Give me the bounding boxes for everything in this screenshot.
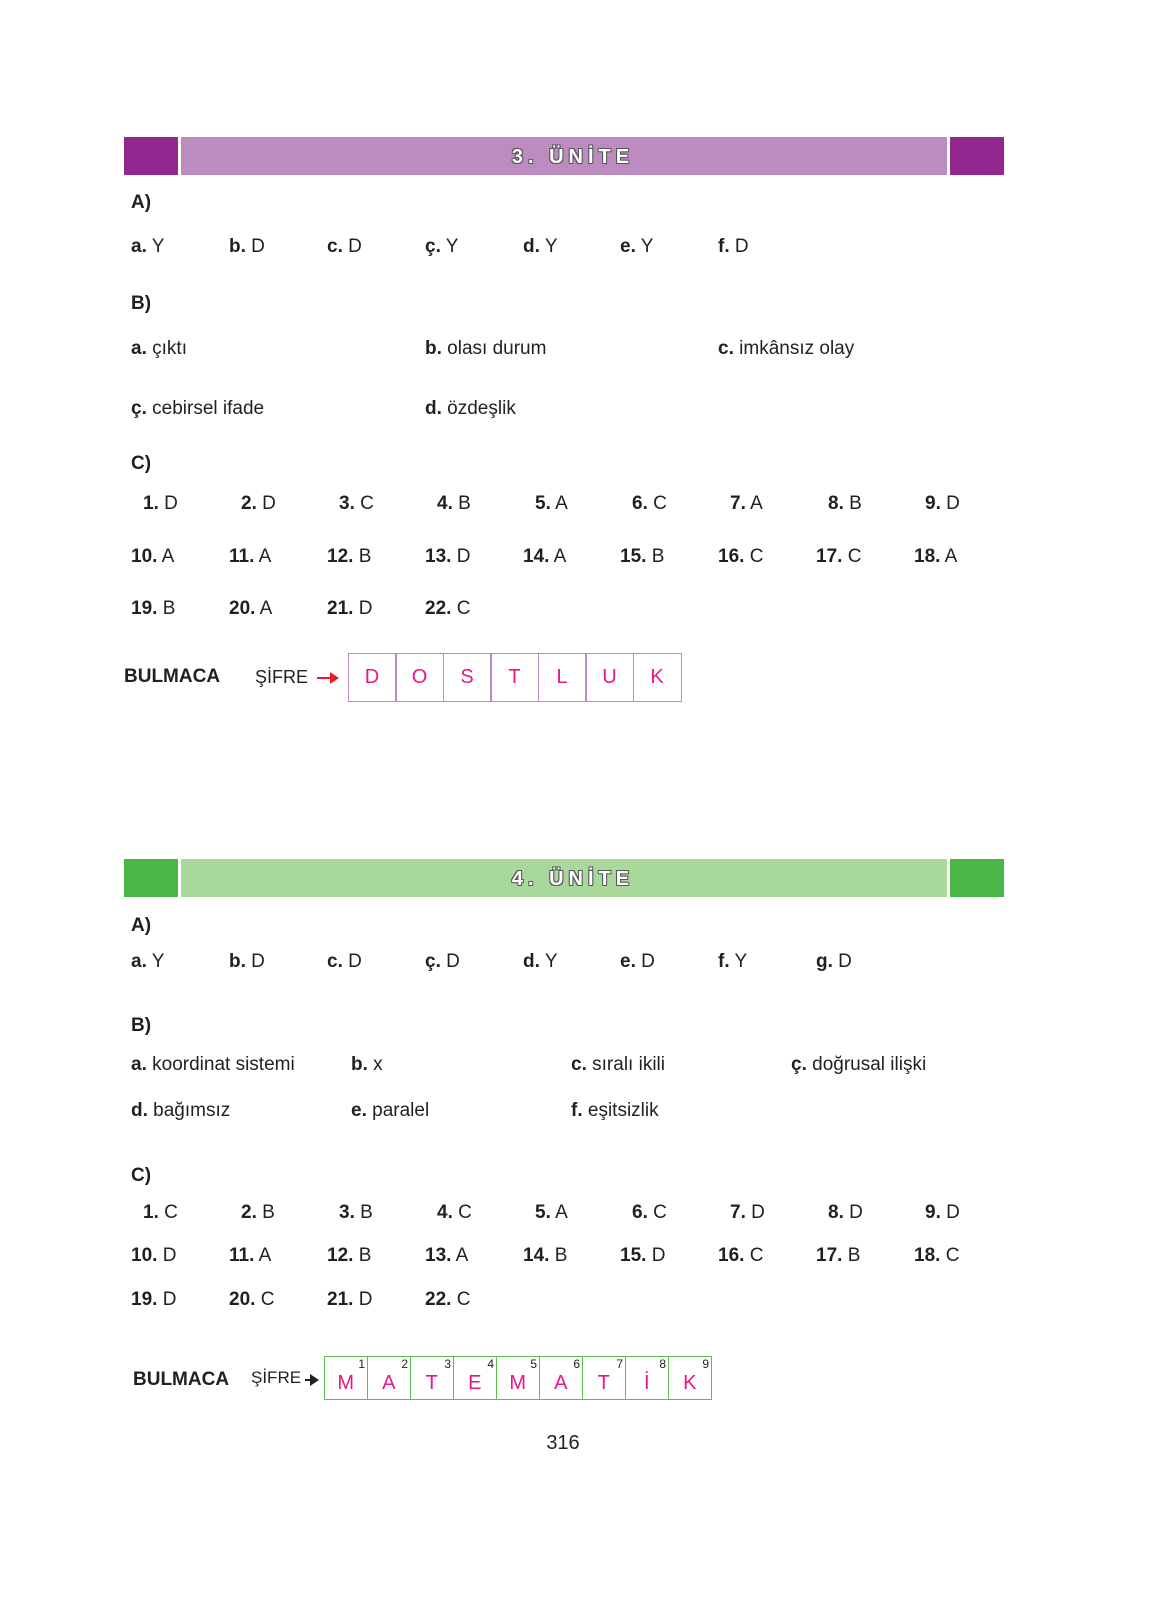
- cell-number: 4: [487, 1357, 494, 1371]
- unit4-puzzle-label: BULMACA: [133, 1369, 230, 1390]
- unit3-c-item: [131, 546, 174, 568]
- unit3-header-band: [124, 137, 1004, 175]
- item-key: e.: [620, 236, 636, 257]
- cell-letter: A: [554, 1371, 568, 1394]
- item-key: 11.: [229, 1245, 255, 1266]
- unit3-title: 3. ÜNİTE: [511, 146, 635, 168]
- item-value: C: [456, 1289, 471, 1310]
- item-key: 17.: [816, 546, 843, 567]
- item-value: C: [260, 1289, 275, 1310]
- item-value: C: [653, 493, 667, 514]
- unit4-b-item: [351, 1054, 383, 1076]
- unit4-header-right-block: [950, 859, 1004, 897]
- item-key: 7.: [730, 493, 746, 514]
- unit4-header-left-block: [124, 859, 178, 897]
- item-value: B: [162, 598, 176, 619]
- item-key: c.: [718, 338, 734, 359]
- unit4-section-a-label: A): [131, 915, 152, 936]
- item-value: A: [944, 546, 958, 567]
- item-value: B: [458, 493, 471, 514]
- item-value: B: [358, 546, 372, 567]
- unit4-c-item: [535, 1202, 568, 1224]
- item-key: 13.: [425, 546, 452, 567]
- item-key: ç.: [791, 1054, 807, 1075]
- unit3-section-b-label: B): [131, 293, 152, 314]
- item-key: 21.: [327, 598, 354, 619]
- unit3-c-item: [229, 598, 272, 620]
- cell-number: 1: [358, 1357, 365, 1371]
- unit4-b-item: [791, 1054, 926, 1076]
- item-value: D: [641, 951, 655, 972]
- unit3-c-item: [914, 546, 957, 568]
- unit4-a-item: [425, 951, 460, 973]
- item-key: b.: [351, 1054, 368, 1075]
- item-key: 7.: [730, 1202, 746, 1223]
- unit3-c-item: [925, 493, 960, 515]
- unit4-b-item: [351, 1100, 429, 1122]
- item-value: D: [262, 493, 276, 514]
- item-value: D: [162, 1289, 177, 1310]
- item-key: 4.: [437, 493, 453, 514]
- item-value: B: [358, 1245, 372, 1266]
- unit3-c-item: [523, 546, 566, 568]
- item-key: a.: [131, 338, 147, 359]
- item-key: b.: [229, 236, 246, 257]
- unit4-c-item: [143, 1202, 178, 1224]
- item-key: 2.: [241, 493, 257, 514]
- unit4-a-item: [131, 951, 164, 973]
- unit4-title: 4. ÜNİTE: [511, 868, 635, 890]
- cell-letter: K: [683, 1371, 697, 1394]
- unit3-cipher-cell: S: [443, 653, 492, 702]
- unit3-c-item: [327, 598, 372, 620]
- item-key: 16.: [718, 546, 745, 567]
- unit3-c-item: [241, 493, 276, 515]
- item-key: e.: [620, 951, 636, 972]
- unit4-c-item: [523, 1245, 567, 1267]
- unit3-b-item: [131, 338, 187, 360]
- item-value: olası durum: [447, 338, 547, 359]
- unit3-a-item: [131, 236, 164, 258]
- item-key: 2.: [241, 1202, 257, 1223]
- unit4-c-item: [828, 1202, 863, 1224]
- unit4-a-item: [718, 951, 747, 973]
- item-value: koordinat sistemi: [152, 1054, 295, 1075]
- unit4-a-item: [620, 951, 655, 973]
- item-value: Y: [640, 236, 654, 257]
- unit4-c-item: [229, 1245, 271, 1267]
- item-value: D: [162, 1245, 177, 1266]
- cell-number: 7: [616, 1357, 623, 1371]
- unit4-c-item: [632, 1202, 667, 1224]
- item-value: C: [360, 493, 374, 514]
- unit4-c-item: [131, 1245, 176, 1267]
- unit3-cipher-cell: L: [538, 653, 587, 702]
- unit4-cipher-cell: [410, 1356, 455, 1400]
- unit3-a-item: [718, 236, 749, 258]
- item-key: 19.: [131, 598, 158, 619]
- item-value: Y: [544, 236, 558, 257]
- unit4-cipher-cell: [367, 1356, 412, 1400]
- unit3-c-item: [816, 546, 861, 568]
- unit4-c-item: [925, 1202, 960, 1224]
- item-value: D: [838, 951, 852, 972]
- item-key: 9.: [925, 493, 941, 514]
- unit3-c-item: [425, 546, 470, 568]
- item-key: 18.: [914, 546, 941, 567]
- unit4-cipher-grid: [325, 1356, 712, 1400]
- item-key: 12.: [327, 1245, 354, 1266]
- item-value: A: [750, 493, 763, 514]
- unit4-a-item: [327, 951, 362, 973]
- item-value: B: [849, 493, 862, 514]
- page-number: 316: [546, 1432, 580, 1454]
- item-key: ç.: [131, 398, 147, 419]
- unit4-c-item: [229, 1289, 274, 1311]
- unit4-a-item: [816, 951, 852, 973]
- cell-letter: İ: [643, 1371, 650, 1394]
- item-value: D: [251, 236, 265, 257]
- cell-number: 2: [401, 1357, 408, 1371]
- unit4-b-item: [571, 1054, 665, 1076]
- item-key: c.: [327, 951, 343, 972]
- item-value: özdeşlik: [447, 398, 516, 419]
- item-value: eşitsizlik: [587, 1100, 659, 1121]
- item-value: C: [458, 1202, 472, 1223]
- item-value: D: [849, 1202, 863, 1223]
- item-value: D: [946, 1202, 960, 1223]
- item-key: 17.: [816, 1245, 843, 1266]
- item-value: cebirsel ifade: [152, 398, 265, 419]
- unit4-c-item: [425, 1245, 468, 1267]
- unit3-c-item: [437, 493, 471, 515]
- item-key: c.: [327, 236, 343, 257]
- item-value: D: [946, 493, 960, 514]
- unit3-c-item: [632, 493, 667, 515]
- item-key: 16.: [718, 1245, 745, 1266]
- unit4-cipher-cell: [539, 1356, 584, 1400]
- item-value: A: [161, 546, 175, 567]
- item-value: x: [373, 1054, 383, 1075]
- item-value: doğrusal ilişki: [812, 1054, 927, 1075]
- unit3-cipher-cell: U: [585, 653, 634, 702]
- unit4-cipher-cell: [668, 1356, 713, 1400]
- item-value: A: [258, 1245, 272, 1266]
- unit3-c-item: [229, 546, 271, 568]
- item-key: b.: [229, 951, 246, 972]
- unit3-b-item: [425, 398, 516, 420]
- item-key: d.: [523, 236, 540, 257]
- item-value: Y: [151, 951, 165, 972]
- cell-number: 6: [573, 1357, 580, 1371]
- unit3-cipher-cell: K: [633, 653, 682, 702]
- unit4-c-item: [241, 1202, 275, 1224]
- unit3-c-item: [425, 598, 470, 620]
- item-key: 11.: [229, 546, 255, 567]
- unit3-c-item: [828, 493, 862, 515]
- unit3-c-item: [535, 493, 568, 515]
- item-key: 5.: [535, 1202, 551, 1223]
- cell-letter: T: [425, 1371, 438, 1394]
- unit4-c-item: [131, 1289, 176, 1311]
- item-key: g.: [816, 951, 833, 972]
- item-key: ç.: [425, 236, 441, 257]
- item-key: 10.: [131, 1245, 158, 1266]
- cell-letter: E: [468, 1371, 482, 1394]
- item-value: A: [553, 546, 567, 567]
- item-value: B: [554, 1245, 568, 1266]
- unit3-cipher-cell: D: [348, 653, 397, 702]
- item-value: A: [555, 493, 568, 514]
- item-value: D: [348, 951, 362, 972]
- unit3-b-item: [425, 338, 546, 360]
- item-key: 3.: [339, 493, 355, 514]
- unit3-header-right-block: [950, 137, 1004, 175]
- cell-number: 9: [702, 1357, 709, 1371]
- unit3-section-a-label: A): [131, 192, 152, 213]
- item-value: D: [734, 236, 749, 257]
- item-key: 15.: [620, 1245, 647, 1266]
- unit3-header-left-block: [124, 137, 178, 175]
- item-key: d.: [523, 951, 540, 972]
- unit4-cipher-cell: [625, 1356, 670, 1400]
- item-key: 3.: [339, 1202, 355, 1223]
- item-key: a.: [131, 951, 147, 972]
- unit4-c-item: [339, 1202, 373, 1224]
- item-value: C: [847, 546, 862, 567]
- item-value: D: [456, 546, 471, 567]
- cell-letter: M: [509, 1371, 527, 1394]
- item-value: B: [360, 1202, 373, 1223]
- item-key: 1.: [143, 1202, 159, 1223]
- item-key: 22.: [425, 1289, 452, 1310]
- item-value: Y: [151, 236, 165, 257]
- item-key: b.: [425, 338, 442, 359]
- item-value: D: [348, 236, 362, 257]
- item-key: a.: [131, 236, 147, 257]
- item-value: D: [358, 598, 373, 619]
- item-value: A: [259, 598, 273, 619]
- unit3-a-item: [425, 236, 458, 258]
- unit3-c-item: [730, 493, 763, 515]
- unit3-c-item: [718, 546, 763, 568]
- item-key: 22.: [425, 598, 452, 619]
- item-value: Y: [734, 951, 748, 972]
- cell-number: 5: [530, 1357, 537, 1371]
- item-key: 20.: [229, 1289, 256, 1310]
- item-value: B: [651, 546, 665, 567]
- unit3-cipher-cell: O: [395, 653, 444, 702]
- item-key: 8.: [828, 1202, 844, 1223]
- item-key: 21.: [327, 1289, 354, 1310]
- item-value: B: [262, 1202, 275, 1223]
- unit4-c-item: [327, 1245, 371, 1267]
- item-key: ç.: [425, 951, 441, 972]
- item-value: bağımsız: [153, 1100, 231, 1121]
- unit4-section-b-label: B): [131, 1015, 152, 1036]
- unit4-a-item: [523, 951, 558, 973]
- unit4-b-item: [571, 1100, 659, 1122]
- item-value: D: [358, 1289, 373, 1310]
- item-key: a.: [131, 1054, 147, 1075]
- item-key: 6.: [632, 493, 648, 514]
- unit4-cipher-arrow-icon: [305, 1379, 317, 1381]
- item-value: D: [164, 493, 178, 514]
- unit3-b-item: [131, 398, 264, 420]
- unit4-c-item: [718, 1245, 763, 1267]
- item-value: çıktı: [152, 338, 187, 359]
- unit3-cipher-grid: [349, 653, 682, 702]
- item-key: 15.: [620, 546, 647, 567]
- item-value: D: [751, 1202, 765, 1223]
- item-key: 14.: [523, 546, 550, 567]
- unit4-c-item: [620, 1245, 665, 1267]
- item-value: C: [945, 1245, 960, 1266]
- item-key: f.: [718, 236, 730, 257]
- item-value: imkânsız olay: [739, 338, 855, 359]
- cell-letter: M: [337, 1371, 355, 1394]
- item-key: 5.: [535, 493, 551, 514]
- item-value: B: [847, 1245, 861, 1266]
- item-value: D: [446, 951, 460, 972]
- item-value: C: [164, 1202, 178, 1223]
- item-value: C: [749, 546, 764, 567]
- unit4-c-item: [327, 1289, 372, 1311]
- item-key: 12.: [327, 546, 354, 567]
- unit3-a-item: [327, 236, 362, 258]
- item-key: 9.: [925, 1202, 941, 1223]
- unit3-c-item: [143, 493, 178, 515]
- item-value: A: [455, 1245, 469, 1266]
- item-value: D: [251, 951, 265, 972]
- item-key: d.: [425, 398, 442, 419]
- item-value: Y: [544, 951, 558, 972]
- item-key: c.: [571, 1054, 587, 1075]
- item-key: 20.: [229, 598, 256, 619]
- item-key: d.: [131, 1100, 148, 1121]
- item-value: Y: [445, 236, 459, 257]
- item-key: 4.: [437, 1202, 453, 1223]
- unit4-cipher-label: ŞİFRE: [251, 1368, 302, 1387]
- item-key: 6.: [632, 1202, 648, 1223]
- unit4-cipher-cell: [324, 1356, 369, 1400]
- unit3-cipher-arrow-icon: [317, 677, 337, 679]
- unit4-header-band: [124, 859, 1004, 897]
- unit4-cipher-cell: [453, 1356, 498, 1400]
- unit3-section-c-label: C): [131, 453, 152, 474]
- unit3-a-item: [523, 236, 558, 258]
- item-key: 18.: [914, 1245, 941, 1266]
- unit3-puzzle-label: BULMACA: [124, 666, 221, 687]
- item-value: D: [651, 1245, 666, 1266]
- item-key: f.: [718, 951, 730, 972]
- unit4-a-item: [229, 951, 265, 973]
- unit4-section-c-label: C): [131, 1165, 152, 1186]
- item-value: C: [456, 598, 471, 619]
- unit4-c-item: [730, 1202, 765, 1224]
- unit4-b-item: [131, 1054, 295, 1076]
- item-key: f.: [571, 1100, 583, 1121]
- item-key: 19.: [131, 1289, 158, 1310]
- item-key: 8.: [828, 493, 844, 514]
- unit3-a-item: [229, 236, 265, 258]
- unit4-c-item: [816, 1245, 860, 1267]
- item-key: 14.: [523, 1245, 550, 1266]
- unit3-cipher-cell: T: [490, 653, 539, 702]
- cell-letter: T: [597, 1371, 610, 1394]
- item-key: 10.: [131, 546, 158, 567]
- item-value: sıralı ikili: [592, 1054, 665, 1075]
- item-key: e.: [351, 1100, 367, 1121]
- cell-letter: A: [382, 1371, 396, 1394]
- unit3-cipher-label: ŞİFRE: [255, 667, 309, 687]
- unit3-c-item: [327, 546, 371, 568]
- item-value: A: [555, 1202, 568, 1223]
- item-key: 13.: [425, 1245, 452, 1266]
- item-value: C: [749, 1245, 764, 1266]
- unit3-c-item: [131, 598, 175, 620]
- item-value: C: [653, 1202, 667, 1223]
- unit4-c-item: [425, 1289, 470, 1311]
- unit4-c-item: [914, 1245, 959, 1267]
- unit4-c-item: [437, 1202, 472, 1224]
- unit3-b-item: [718, 338, 854, 360]
- unit4-b-item: [131, 1100, 230, 1122]
- unit4-cipher-cell: [496, 1356, 541, 1400]
- item-value: A: [258, 546, 272, 567]
- unit4-cipher-cell: [582, 1356, 627, 1400]
- item-value: paralel: [372, 1100, 430, 1121]
- cell-number: 8: [659, 1357, 666, 1371]
- unit3-c-item: [620, 546, 664, 568]
- item-key: 1.: [143, 493, 159, 514]
- unit3-a-item: [620, 236, 653, 258]
- unit3-c-item: [339, 493, 374, 515]
- cell-number: 3: [444, 1357, 451, 1371]
